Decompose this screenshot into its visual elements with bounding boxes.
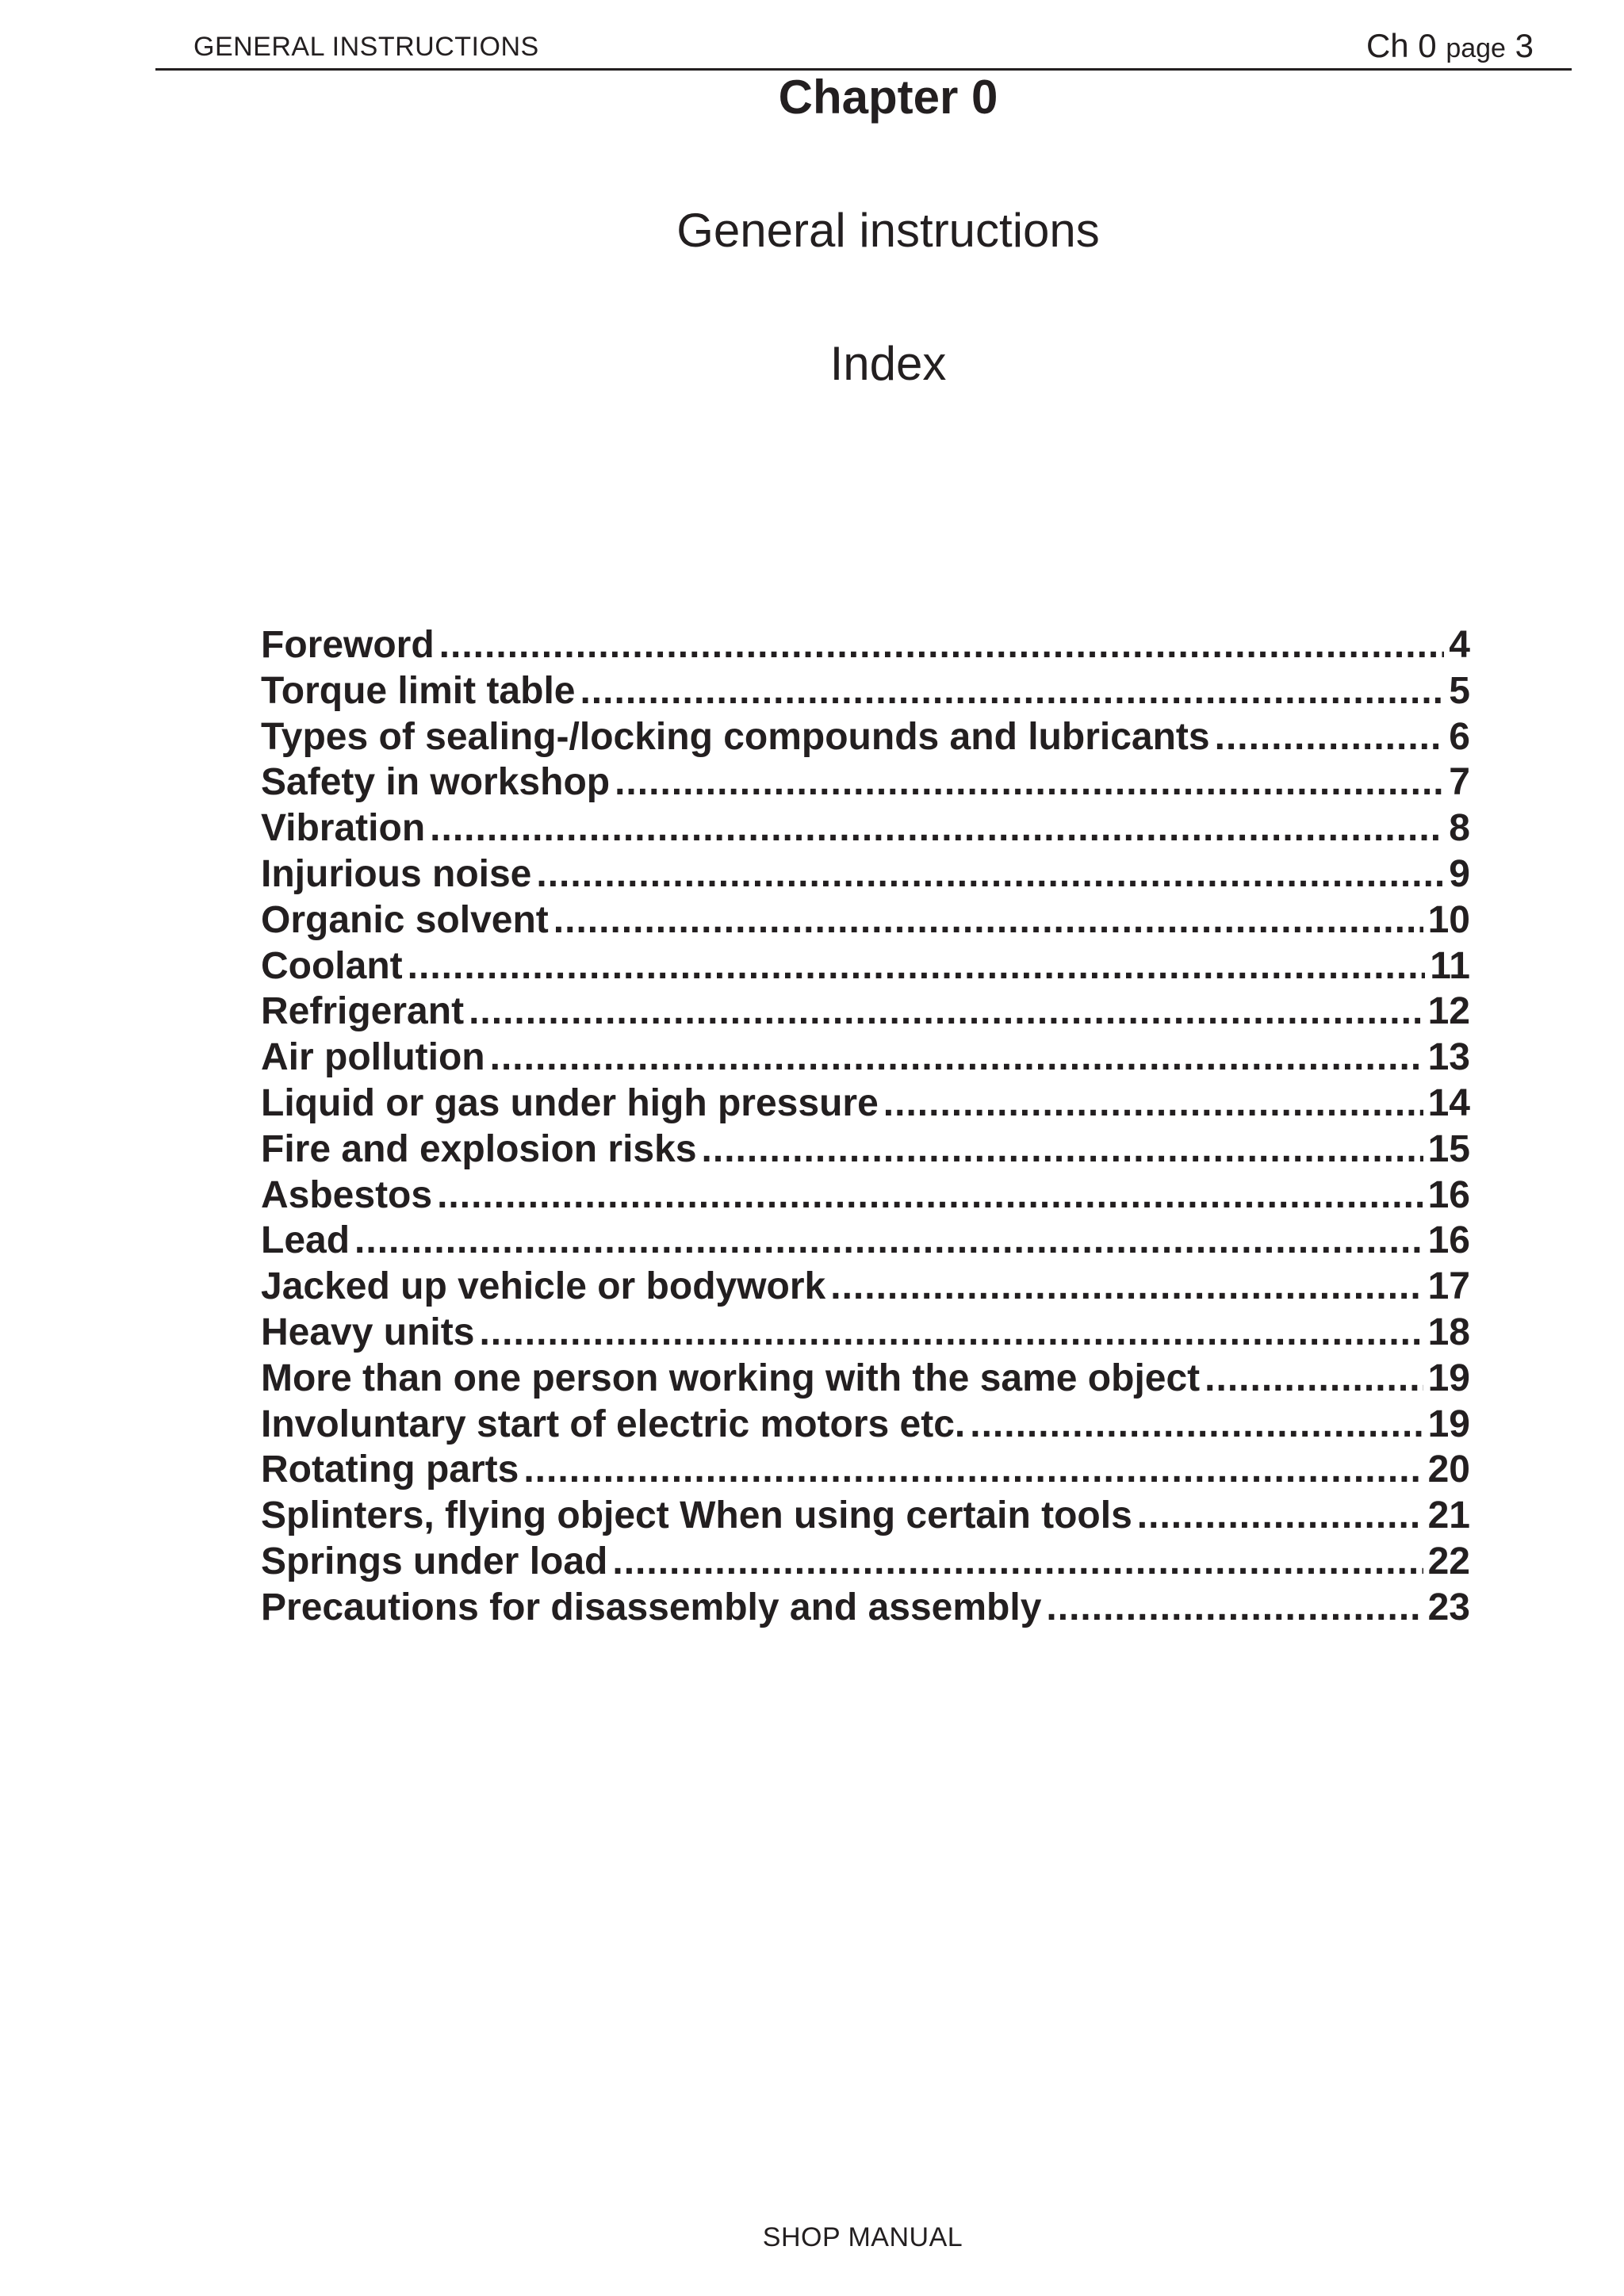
toc-entry-page: 18 [1427, 1311, 1470, 1353]
index-heading: Index [829, 337, 947, 390]
toc-entry[interactable] [261, 1173, 1470, 1219]
toc-entry-page: 21 [1427, 1494, 1470, 1537]
toc-entry[interactable] [261, 989, 1470, 1035]
toc-dot-leader [354, 1219, 1423, 1262]
toc-entry-page: 9 [1449, 852, 1470, 895]
toc-entry-label: Coolant [261, 944, 403, 987]
toc-entry-page: 16 [1427, 1173, 1470, 1216]
running-header-page-ref [1366, 27, 1534, 65]
toc-entry-label: Springs under load [261, 1540, 608, 1582]
toc-dot-leader [1215, 715, 1445, 759]
toc-entry-page: 5 [1449, 669, 1470, 712]
table-of-contents [261, 623, 1470, 1632]
toc-dot-leader [580, 669, 1444, 713]
toc-entry-label: Safety in workshop [261, 761, 611, 804]
toc-entry[interactable] [261, 1219, 1470, 1265]
toc-dot-leader [702, 1127, 1423, 1171]
toc-entry[interactable] [261, 806, 1470, 852]
toc-entry[interactable] [261, 898, 1470, 944]
toc-entry[interactable] [261, 1540, 1470, 1586]
chapter-subtitle: General instructions [676, 204, 1100, 257]
running-footer: SHOP MANUAL [762, 2222, 963, 2252]
toc-entry[interactable] [261, 1402, 1470, 1448]
toc-entry-page: 7 [1449, 761, 1470, 804]
toc-entry[interactable] [261, 669, 1470, 715]
toc-entry-page: 20 [1427, 1448, 1470, 1491]
running-header-section: GENERAL INSTRUCTIONS [193, 32, 539, 62]
toc-entry[interactable] [261, 623, 1470, 669]
toc-entry-label: Involuntary start of electric motors etc. [261, 1402, 966, 1445]
toc-dot-leader [479, 1311, 1423, 1354]
toc-entry-page: 13 [1427, 1036, 1470, 1079]
toc-dot-leader [553, 898, 1423, 942]
page-number: 3 [1515, 27, 1534, 64]
toc-entry[interactable] [261, 852, 1470, 898]
toc-dot-leader [883, 1081, 1423, 1125]
toc-entry-label: Precautions for disassembly and assembly [261, 1586, 1042, 1628]
toc-entry[interactable] [261, 1311, 1470, 1357]
toc-entry-page: 4 [1449, 624, 1470, 666]
toc-entry-page: 16 [1427, 1219, 1470, 1262]
toc-entry[interactable] [261, 1448, 1470, 1494]
toc-entry[interactable] [261, 1357, 1470, 1402]
toc-dot-leader [1205, 1357, 1423, 1400]
toc-entry[interactable] [261, 1081, 1470, 1127]
toc-entry-label: Air pollution [261, 1036, 485, 1079]
toc-dot-leader [970, 1402, 1423, 1446]
toc-entry-label: Vibration [261, 807, 426, 850]
toc-dot-leader [536, 852, 1444, 896]
chapter-title: Chapter 0 [778, 71, 998, 124]
toc-dot-leader [490, 1035, 1423, 1079]
toc-entry[interactable] [261, 1586, 1470, 1632]
toc-dot-leader [408, 944, 1426, 988]
toc-dot-leader [523, 1448, 1423, 1491]
toc-entry[interactable] [261, 944, 1470, 990]
toc-entry-label: Splinters, flying object When using certain tools [261, 1494, 1132, 1537]
toc-entry-page: 22 [1427, 1540, 1470, 1582]
toc-entry-page: 10 [1427, 898, 1470, 941]
toc-entry-label: Injurious noise [261, 852, 532, 895]
toc-entry-page: 23 [1427, 1586, 1470, 1628]
toc-entry-page: 6 [1449, 715, 1470, 758]
toc-dot-leader [1046, 1586, 1423, 1629]
toc-entry-label: More than one person working with the same object [261, 1357, 1201, 1399]
toc-entry-label: Heavy units [261, 1311, 475, 1353]
toc-entry-label: Jacked up vehicle or bodywork [261, 1265, 826, 1308]
toc-entry-page: 12 [1427, 990, 1470, 1033]
toc-entry[interactable] [261, 715, 1470, 761]
toc-entry[interactable] [261, 1265, 1470, 1311]
toc-entry[interactable] [261, 1127, 1470, 1173]
toc-entry-label: Types of sealing-/locking compounds and lubricants [261, 715, 1210, 758]
toc-entry-label: Liquid or gas under high pressure [261, 1081, 879, 1124]
toc-dot-leader [437, 1173, 1423, 1217]
chapter-ref: Ch 0 [1365, 27, 1437, 64]
toc-dot-leader [1137, 1494, 1423, 1537]
toc-entry[interactable] [261, 1035, 1470, 1081]
toc-entry-label: Rotating parts [261, 1448, 519, 1491]
toc-entry-label: Asbestos [261, 1173, 433, 1216]
toc-entry-label: Refrigerant [261, 990, 465, 1033]
toc-entry-label: Lead [261, 1219, 350, 1262]
toc-entry-label: Foreword [261, 624, 435, 666]
toc-entry[interactable] [261, 760, 1470, 806]
toc-entry-page: 8 [1449, 807, 1470, 850]
toc-entry[interactable] [261, 1494, 1470, 1540]
toc-entry-label: Organic solvent [261, 898, 549, 941]
toc-entry-page: 11 [1430, 944, 1470, 987]
toc-dot-leader [430, 806, 1444, 850]
toc-dot-leader [830, 1265, 1423, 1308]
toc-entry-label: Torque limit table [261, 669, 576, 712]
toc-entry-page: 15 [1427, 1127, 1470, 1170]
toc-entry-page: 17 [1427, 1265, 1470, 1308]
toc-entry-page: 14 [1427, 1081, 1470, 1124]
toc-entry-page: 19 [1427, 1402, 1470, 1445]
toc-dot-leader [612, 1540, 1423, 1583]
toc-dot-leader [615, 760, 1444, 804]
toc-entry-label: Fire and explosion risks [261, 1127, 697, 1170]
toc-entry-page: 19 [1427, 1357, 1470, 1399]
page-word: page [1446, 33, 1506, 63]
toc-dot-leader [439, 623, 1445, 667]
toc-dot-leader [469, 989, 1423, 1033]
